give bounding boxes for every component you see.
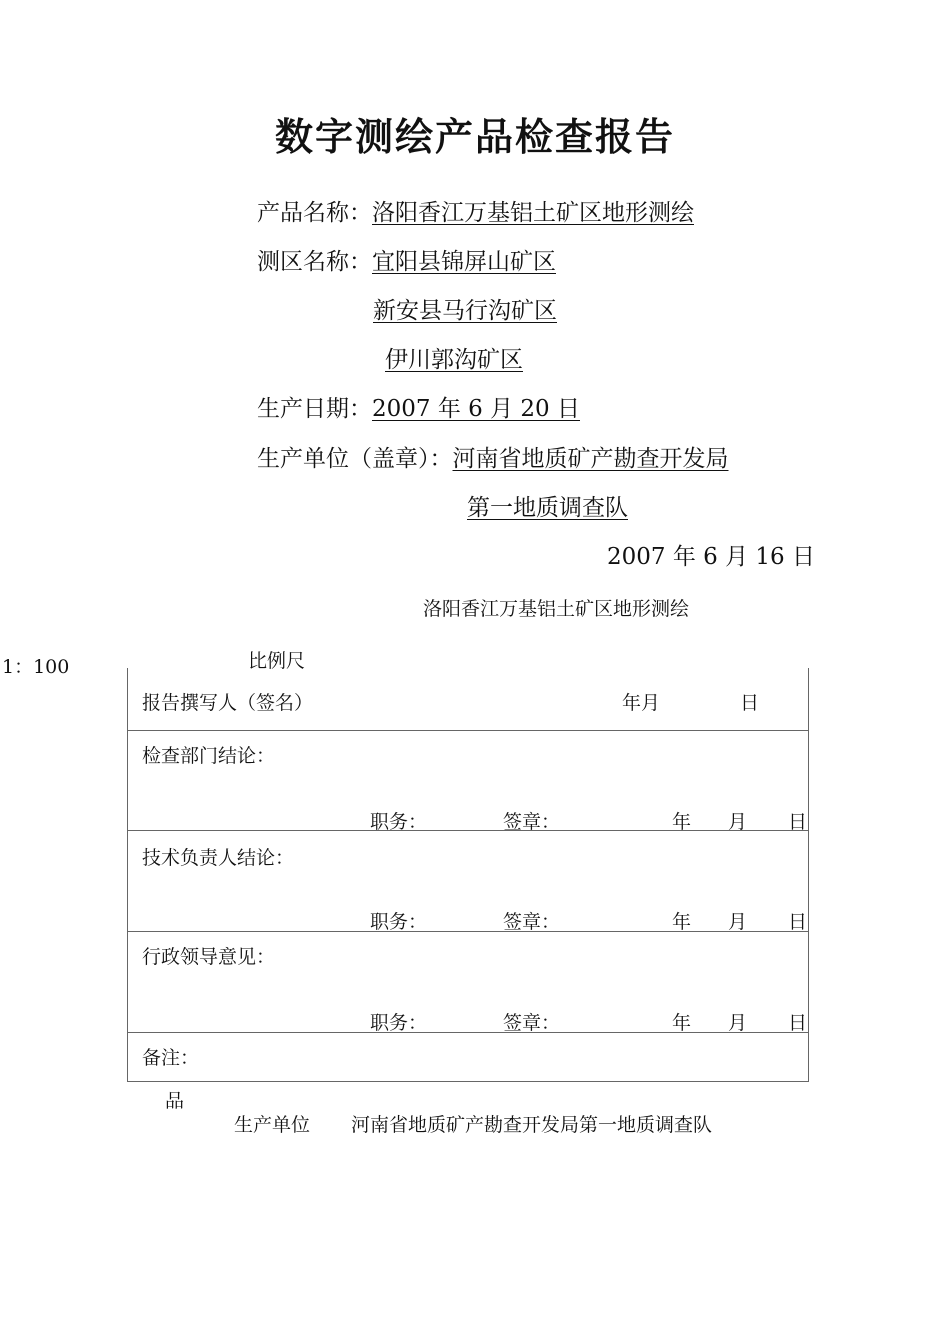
position-label: 职务： <box>370 911 428 933</box>
survey-area-value-2: 新安县马行沟矿区 <box>373 298 557 324</box>
writer-day: 日 <box>740 692 760 714</box>
survey-area-value-3: 伊川郭沟矿区 <box>385 347 523 373</box>
remarks-label: 备注： <box>142 1047 200 1069</box>
product-name-value: 洛阳香江万基铝土矿区地形测绘 <box>372 200 694 226</box>
page-title: 数字测绘产品检查报告 <box>274 115 675 159</box>
survey-area-row <box>257 243 556 276</box>
scale-value: 1：100 <box>2 656 70 678</box>
month-label: 月 <box>728 911 748 933</box>
section-label: 行政领导意见： <box>142 946 276 968</box>
footer-unit-label: 生产单位 <box>234 1114 311 1136</box>
production-date-label: 生产日期： <box>257 396 372 422</box>
inspection-dept-section <box>128 731 808 831</box>
day-label: 日 <box>788 911 808 933</box>
seal-label: 签章： <box>503 911 561 933</box>
writer-year-month: 年月 <box>622 692 661 714</box>
survey-area-label: 测区名称： <box>257 249 372 275</box>
writer-label: 报告撰写人（签名） <box>142 692 314 714</box>
report-date: 2007 年 6 月 16 日 <box>607 544 815 570</box>
position-label: 职务： <box>370 1012 428 1034</box>
header-product-name: 洛阳香江万基铝土矿区地形测绘 <box>423 598 690 620</box>
day-label: 日 <box>788 1012 808 1034</box>
production-unit-label: 生产单位（盖章）： <box>257 446 453 472</box>
section-label: 检查部门结论： <box>142 745 276 767</box>
product-name-label: 产品名称： <box>257 200 372 226</box>
inspection-table <box>127 668 809 1082</box>
section-label: 技术负责人结论： <box>142 847 295 869</box>
production-unit-row <box>257 440 729 473</box>
month-label: 月 <box>728 811 748 833</box>
year-label: 年 <box>672 911 692 933</box>
admin-leader-section <box>128 932 808 1033</box>
product-name-row <box>257 194 694 227</box>
production-date-row <box>257 390 580 423</box>
position-label: 职务： <box>370 811 428 833</box>
writer-row <box>128 668 808 731</box>
footer-unit-value: 河南省地质矿产勘查开发局第一地质调查队 <box>351 1114 713 1136</box>
survey-area-value-1: 宜阳县锦屏山矿区 <box>372 249 556 275</box>
seal-label: 签章： <box>503 1012 561 1034</box>
production-unit-value-2: 第一地质调查队 <box>467 495 628 521</box>
seal-label: 签章： <box>503 811 561 833</box>
remarks-row <box>128 1033 808 1081</box>
year-label: 年 <box>672 1012 692 1034</box>
footer-pin: 品 <box>165 1090 185 1112</box>
production-unit-value-1: 河南省地质矿产勘查开发局 <box>452 446 729 472</box>
year-label: 年 <box>672 811 692 833</box>
scale-label: 比例尺 <box>248 650 306 672</box>
tech-lead-section <box>128 831 808 932</box>
day-label: 日 <box>788 811 808 833</box>
month-label: 月 <box>728 1012 748 1034</box>
production-date-value: 2007 年 6 月 20 日 <box>372 396 580 422</box>
